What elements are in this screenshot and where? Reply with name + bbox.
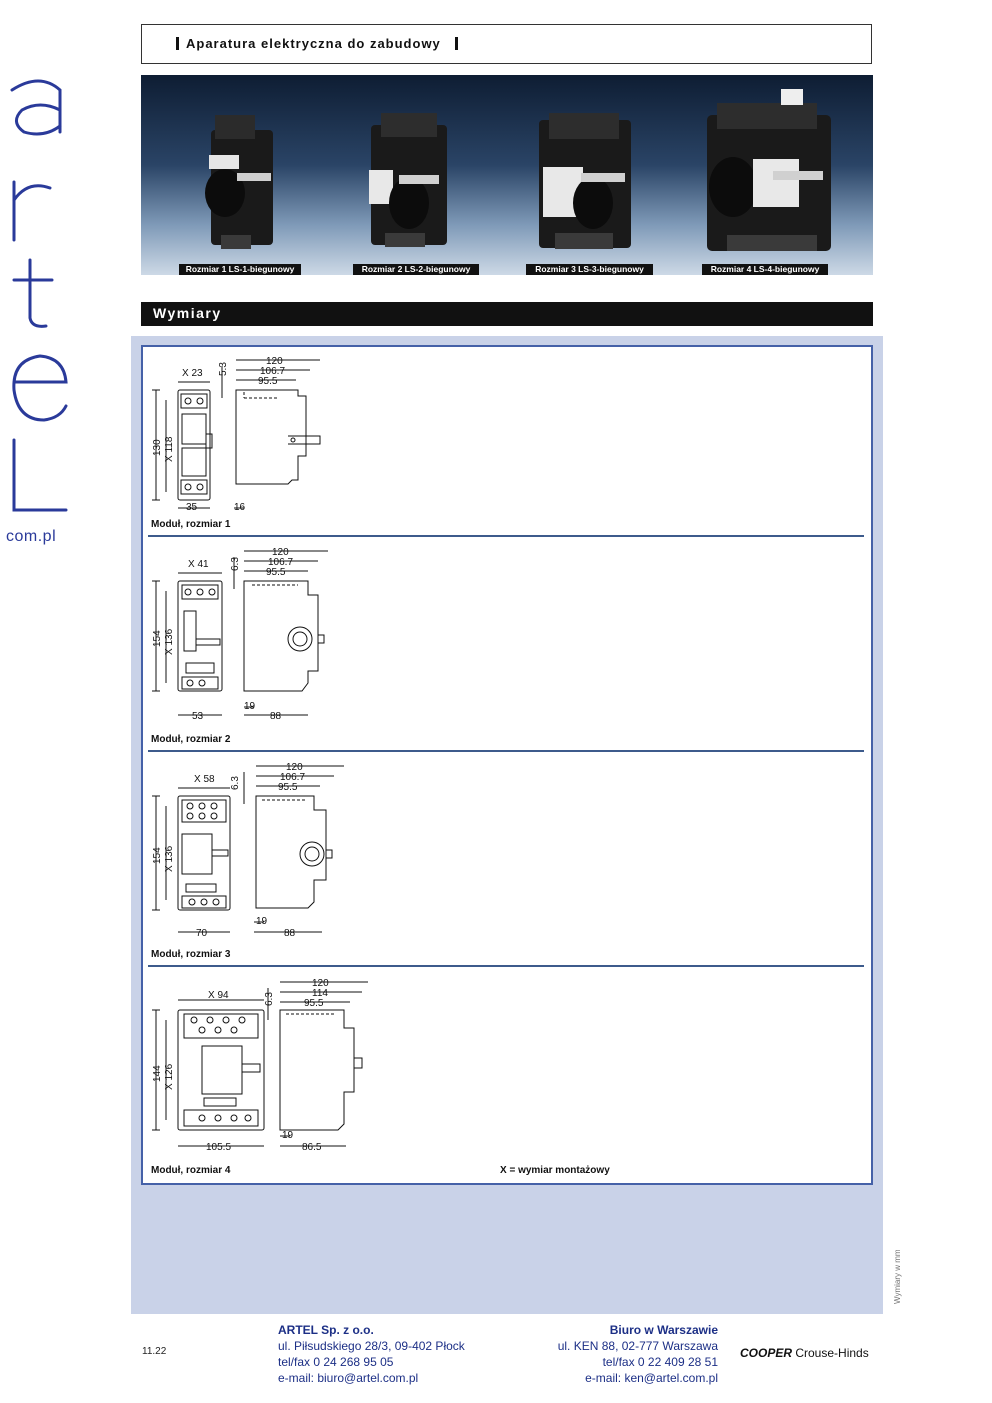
module-1-depth-1: 120 (266, 356, 283, 367)
module-2-label: Moduł, rozmiar 2 (151, 734, 231, 745)
footer-left-email[interactable]: e-mail: biuro@artel.com.pl (278, 1371, 419, 1385)
header-marker-left (176, 37, 179, 50)
caption-size-4: Rozmiar 4 LS-4-biegunowy (702, 264, 828, 275)
brand-domain: com.pl (6, 528, 57, 545)
module-2-x-width: X 41 (188, 559, 209, 570)
module-4-x-width: X 94 (208, 990, 229, 1001)
module-2-top-offset: 6.3 (230, 557, 241, 571)
cooper-crouse-hinds-logo (740, 1346, 869, 1360)
module-3-side-depth: 88 (284, 928, 296, 939)
module-3-label: Moduł, rozmiar 3 (151, 949, 231, 960)
footer-right-phone: tel/fax 0 22 409 28 51 (602, 1355, 718, 1369)
module-3-depth-3: 95.5 (278, 782, 298, 793)
module-1-side-depth: 16 (234, 502, 246, 513)
module-4-depth-3: 95.5 (304, 998, 324, 1009)
module-4-rail: 19 (282, 1130, 294, 1141)
module-1-x-height: X 118 (164, 436, 175, 462)
product-photo-banner (141, 75, 873, 275)
module-separator-2 (148, 750, 864, 752)
caption-size-2: Rozmiar 2 LS-2-biegunowy (353, 264, 479, 275)
module-1-height: 130 (152, 439, 163, 456)
module-1-x-width: X 23 (182, 368, 203, 379)
module-4-x-height: X 126 (164, 1063, 175, 1090)
footer-left-company: ARTEL Sp. z o.o. (278, 1323, 374, 1337)
units-side-note: Wymiary w mm (893, 1249, 902, 1304)
module-2-height: 154 (152, 630, 163, 647)
legend-note: X = wymiar montażowy (500, 1165, 610, 1176)
module-1-top-offset: 5.3 (218, 362, 229, 376)
module-2-rail: 19 (244, 701, 256, 712)
module-3-width: 70 (196, 928, 208, 939)
module-4-depth-1: 120 (312, 978, 329, 989)
product-photos (141, 75, 873, 275)
module-1-depth-3: 95.5 (258, 376, 278, 387)
module-3-top-offset: 6.3 (230, 776, 241, 790)
page-number: 11.22 (142, 1346, 167, 1357)
module-2-x-height: X 136 (164, 628, 175, 655)
module-4-depth-2: 114 (312, 988, 328, 999)
artel-logo-icon (0, 70, 80, 590)
header-marker-right (455, 37, 458, 50)
module-1-label: Moduł, rozmiar 1 (151, 519, 231, 530)
cooper-logo-rest: Crouse-Hinds (792, 1346, 869, 1360)
module-3-x-height: X 136 (164, 845, 175, 872)
footer-left-phone: tel/fax 0 24 268 95 05 (278, 1355, 394, 1369)
caption-size-3: Rozmiar 3 LS-3-biegunowy (526, 264, 653, 275)
module-3-depth-2: 106.7 (280, 772, 306, 783)
caption-size-1: Rozmiar 1 LS-1-biegunowy (179, 264, 301, 275)
device-size-1-photo (205, 115, 273, 249)
module-3-x-width: X 58 (194, 774, 215, 785)
cooper-logo-bold: COOPER (740, 1346, 793, 1360)
section-title-bar (141, 302, 873, 326)
header-title: Aparatura elektryczna do zabudowy (186, 36, 441, 51)
section-title: Wymiary (153, 305, 222, 321)
device-size-3-photo (539, 113, 631, 249)
module-2-depth-3: 95.5 (266, 567, 286, 578)
module-4-top-offset: 6.3 (264, 992, 275, 1006)
module-separator-3 (148, 965, 864, 967)
footer-right-office: Biuro w Warszawie (609, 1323, 718, 1337)
module-1-drawing (148, 352, 338, 517)
module-separator-1 (148, 535, 864, 537)
module-4-width: 105.5 (206, 1142, 232, 1153)
module-2-depth-1: 120 (272, 547, 289, 558)
module-1-width: 35 (186, 502, 198, 513)
module-2-drawing (148, 543, 348, 728)
module-3-height: 154 (152, 847, 163, 864)
module-1-depth-2: 106.7 (260, 366, 286, 377)
footer-right-address: ul. KEN 88, 02-777 Warszawa (557, 1339, 718, 1353)
module-2-side-depth: 88 (270, 711, 282, 722)
module-4-label: Moduł, rozmiar 4 (151, 1165, 231, 1176)
device-size-2-photo (369, 113, 447, 247)
device-size-4-photo (707, 89, 831, 251)
module-2-width: 53 (192, 711, 204, 722)
module-4-side-depth: 86.5 (302, 1142, 322, 1153)
footer-right-email[interactable]: e-mail: ken@artel.com.pl (585, 1371, 718, 1385)
footer-left-address: ul. Piłsudskiego 28/3, 09-402 Płock (278, 1339, 465, 1353)
module-3-drawing (148, 758, 358, 943)
module-2-depth-2: 106.7 (268, 557, 294, 568)
module-3-rail: 19 (256, 916, 268, 927)
module-3-depth-1: 120 (286, 762, 303, 773)
module-4-drawing (148, 974, 388, 1159)
module-4-height: 144 (152, 1065, 163, 1082)
